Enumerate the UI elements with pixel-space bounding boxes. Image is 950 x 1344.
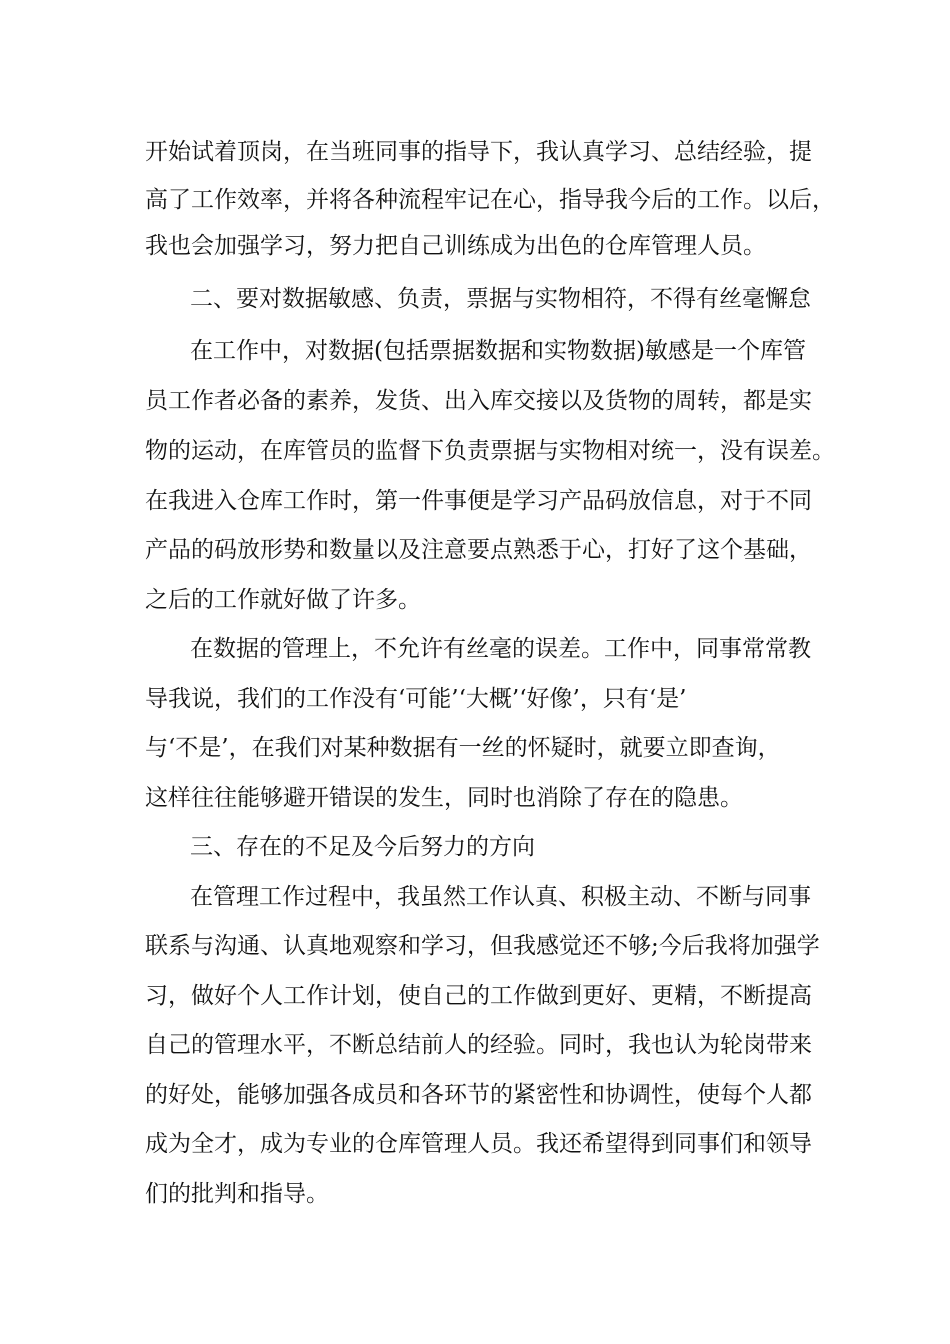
paragraph-line: 我也会加强学习，努力把自己训练成为出色的仓库管理人员。 bbox=[145, 233, 766, 259]
paragraph-line: 这样往往能够避开错误的发生，同时也消除了存在的隐患。 bbox=[145, 785, 743, 811]
paragraph-line: 物的运动，在库管员的监督下负责票据与实物相对统一，没有误差。 bbox=[145, 438, 835, 464]
paragraph-line: 之后的工作就好做了许多。 bbox=[145, 587, 421, 613]
paragraph-line: 与‘不是’，在我们对某种数据有一丝的怀疑时，就要立即查询， bbox=[145, 735, 781, 761]
paragraph-line: 联系与沟通、认真地观察和学习，但我感觉还不够;今后我将加强学 bbox=[145, 933, 820, 959]
paragraph-line: 导我说，我们的工作没有‘可能’‘大概’‘好像’，只有‘是’ bbox=[145, 686, 687, 712]
paragraph-line: 在我进入仓库工作时，第一件事便是学习产品码放信息，对于不同 bbox=[145, 488, 812, 514]
section-heading: 二、要对数据敏感、负责，票据与实物相符，不得有丝毫懈怠 bbox=[190, 286, 811, 312]
paragraph-line: 开始试着顶岗，在当班同事的指导下，我认真学习、总结经验，提 bbox=[145, 139, 812, 165]
paragraph-line: 成为全才，成为专业的仓库管理人员。我还希望得到同事们和领导 bbox=[145, 1131, 812, 1157]
paragraph-line: 员工作者必备的素养，发货、出入库交接以及货物的周转，都是实 bbox=[145, 388, 812, 414]
paragraph-line: 在工作中，对数据(包括票据数据和实物数据)敏感是一个库管 bbox=[190, 338, 806, 364]
paragraph-line: 在管理工作过程中，我虽然工作认真、积极主动、不断与同事 bbox=[190, 884, 811, 910]
paragraph-line: 在数据的管理上，不允许有丝毫的误差。工作中，同事常常教 bbox=[190, 636, 811, 662]
paragraph-line: 产品的码放形势和数量以及注意要点熟悉于心，打好了这个基础， bbox=[145, 537, 812, 563]
paragraph-line: 习，做好个人工作计划，使自己的工作做到更好、更精，不断提高 bbox=[145, 983, 812, 1009]
paragraph-line: 高了工作效率，并将各种流程牢记在心，指导我今后的工作。以后， bbox=[145, 187, 835, 213]
paragraph-line: 自己的管理水平，不断总结前人的经验。同时，我也认为轮岗带来 bbox=[145, 1032, 812, 1058]
paragraph-line: 们的批判和指导。 bbox=[145, 1181, 329, 1207]
section-heading: 三、存在的不足及今后努力的方向 bbox=[190, 834, 535, 860]
paragraph-line: 的好处，能够加强各成员和各环节的紧密性和协调性，使每个人都 bbox=[145, 1082, 812, 1108]
